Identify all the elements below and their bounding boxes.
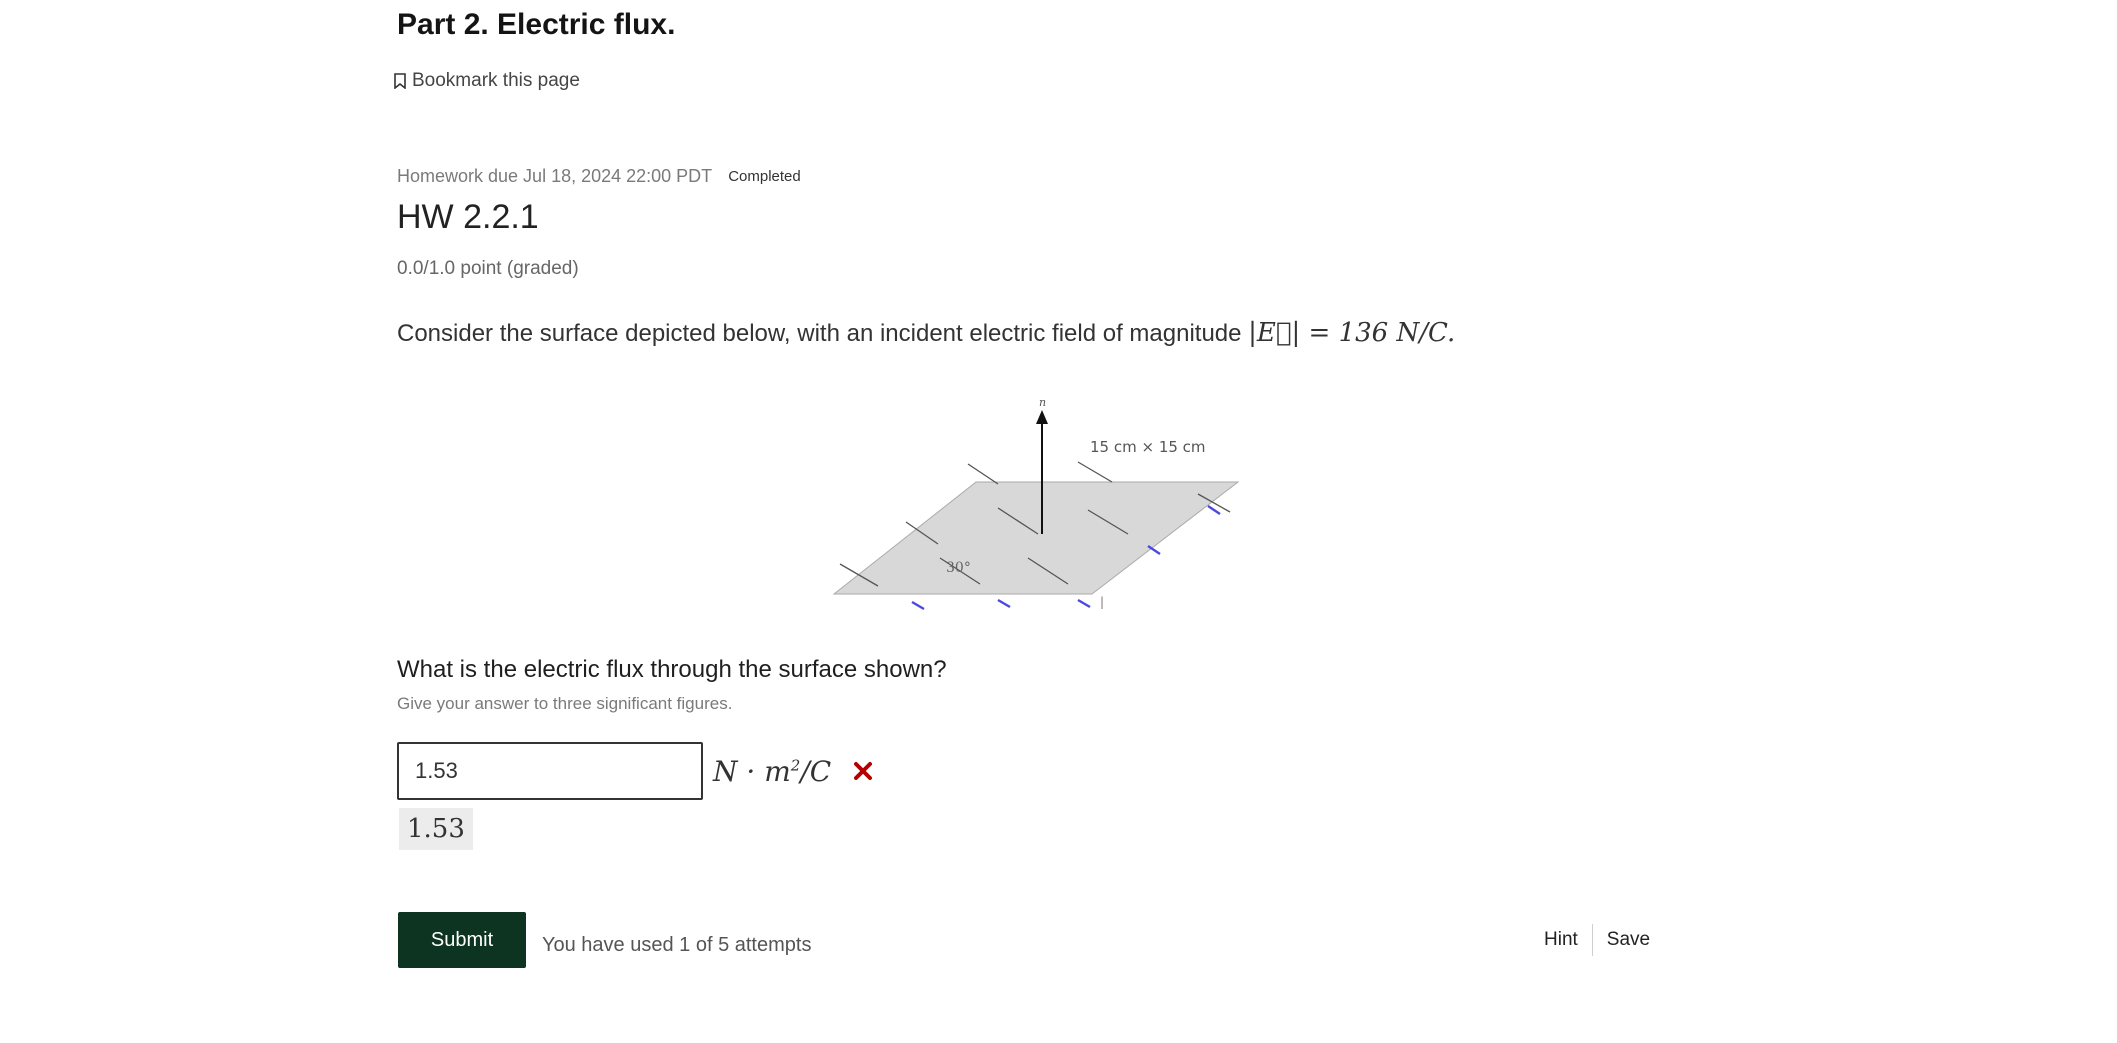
bookmark-button[interactable] — [394, 70, 580, 92]
problem-title: HW 2.2.1 — [397, 198, 539, 236]
angle-label: 30° — [946, 560, 971, 576]
completion-status: Completed — [728, 168, 801, 185]
problem-prompt — [397, 318, 1455, 348]
answer-row — [397, 742, 873, 800]
section-title: Part 2. Electric flux. — [397, 8, 676, 41]
incorrect-icon — [853, 761, 873, 781]
bookmark-label: Bookmark this page — [412, 70, 580, 91]
field-magnitude-math: |E⃗| = 136 N/C. — [1248, 318, 1456, 348]
edge-tick: | — [1100, 595, 1105, 609]
surface-plane — [834, 482, 1238, 594]
question-text: What is the electric flux through the surface shown? — [397, 656, 947, 683]
normal-arrowhead — [1036, 410, 1048, 424]
instruction-text: Give your answer to three significant figures. — [397, 694, 733, 713]
hint-button[interactable]: Hint — [1544, 929, 1578, 950]
normal-label: n — [1039, 398, 1047, 409]
surface-diagram — [828, 398, 1240, 612]
problem-actions — [1530, 924, 1664, 956]
save-button[interactable]: Save — [1606, 929, 1651, 950]
dimension-label: 15 cm × 15 cm — [1090, 438, 1206, 456]
answer-unit: $N \cdot m^2/C$ — [713, 754, 832, 788]
points-status: 0.0/1.0 point (graded) — [397, 258, 579, 279]
bookmark-icon — [394, 73, 406, 89]
answer-preview: 1.53 — [399, 808, 473, 850]
due-line — [397, 166, 801, 187]
answer-input[interactable] — [397, 742, 703, 800]
due-date: Homework due Jul 18, 2024 22:00 PDT — [397, 166, 713, 186]
attempts-text: You have used 1 of 5 attempts — [542, 934, 812, 956]
prompt-text: Consider the surface depicted below, with an incident electric field of magnitude — [397, 320, 1242, 347]
submit-button[interactable]: Submit — [398, 912, 526, 968]
